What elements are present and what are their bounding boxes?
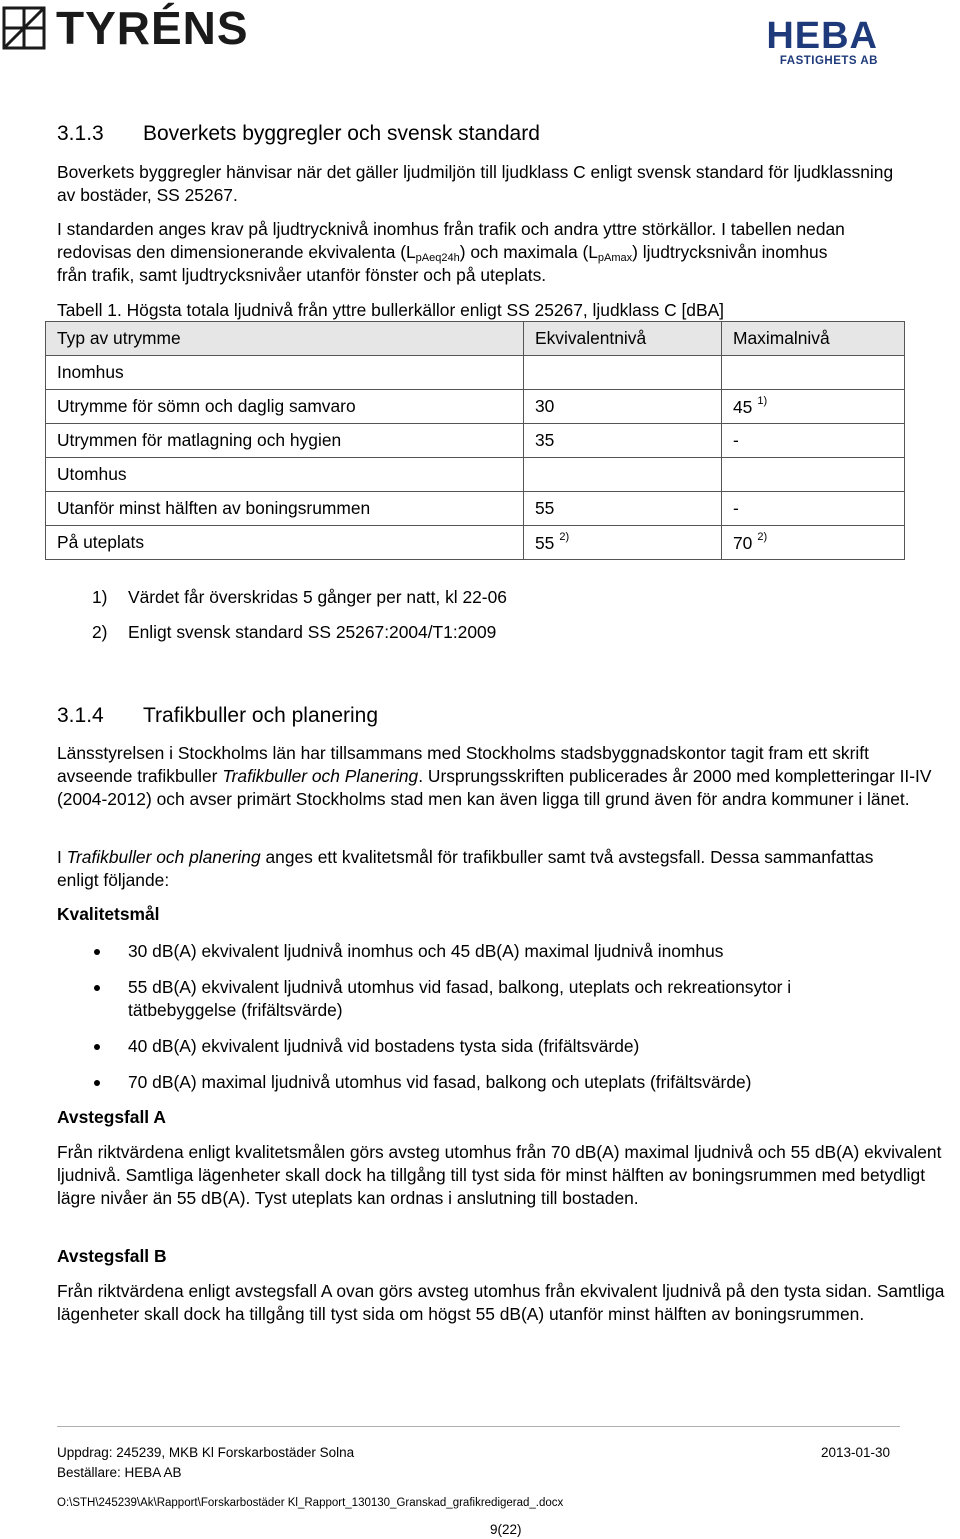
paragraph-avstegsfall-a: Från riktvärdena enligt kvalitetsmålen görs avsteg utomhus från 70 dB(A) maximal ljudnivå och 55 dB(A) ekvivalent ljudnivå. Samtliga lägenheter skall dock ha tillgång till tyst sida för minst hälften av boningsrummen med betydligt lägre nivåer än 55 dB(A). Tyst uteplats kan ordnas i anslutning till bostaden.: [57, 1142, 942, 1208]
heading-kvalitetsmal: Kvalitetsmål: [57, 904, 160, 924]
noise-level-table: [45, 321, 905, 560]
table-cell: Utomhus: [46, 458, 524, 492]
heading-avstegsfall-a: Avstegsfall A: [57, 1107, 166, 1127]
list-item-text: 30 dB(A) ekvivalent ljudnivå inomhus och 45 dB(A) maximal ljudnivå inomhus: [128, 941, 724, 961]
table-cell: [722, 458, 905, 492]
text-run: ) och maximala (L: [459, 242, 598, 262]
list-item: [57, 1071, 897, 1094]
text-run: anges ett kvalitetsmål för trafikbuller samt två avstegsfall. Dessa sammanfattas enligt följande:: [57, 847, 874, 890]
footnote-text: Värdet får överskridas 5 gånger per natt, kl 22-06: [128, 587, 507, 607]
italic-title: Trafikbuller och Planering: [222, 766, 419, 786]
table-row: [46, 424, 905, 458]
paragraph-lansstyrelsen: [57, 742, 947, 811]
bullet-icon: [94, 985, 100, 991]
italic-title: Trafikbuller och planering: [66, 847, 261, 867]
heba-logo: [766, 15, 878, 68]
table-header-cell: Ekvivalentnivå: [524, 322, 722, 356]
tyrens-logo-mark-icon: [2, 6, 46, 50]
subscript: pAmax: [597, 252, 633, 264]
cell-value: 45: [733, 397, 753, 417]
table-cell: [524, 492, 722, 526]
table-cell: Utanför minst hälften av boningsrummen: [46, 492, 524, 526]
table-cell: [722, 526, 905, 560]
footer-page-number: 9(22): [490, 1522, 522, 1537]
cell-value: 55: [535, 533, 555, 553]
table-cell: [524, 356, 722, 390]
table-header-cell: Typ av utrymme: [46, 322, 524, 356]
cell-value: 35: [535, 430, 555, 450]
table-row: [46, 458, 905, 492]
text-run: . Ursprungsskriften publicerades år 2000 med kompletteringar II-IV (2004-2012) och avser primärt Stockholms stad men kan även ligga till grund även för andra kommuner i länet.: [57, 766, 932, 809]
footer-uppdrag: Uppdrag: 245239, MKB Kl Forskarbostäder Solna: [57, 1445, 355, 1460]
list-item: [57, 1035, 897, 1058]
footnote-number: 2): [92, 622, 108, 642]
cell-value: -: [733, 498, 739, 518]
bullet-icon: [94, 1080, 100, 1086]
table-footnote: [92, 586, 507, 609]
table-cell: [524, 526, 722, 560]
table-row: [46, 390, 905, 424]
footnote-marker: 2): [559, 531, 570, 543]
table-cell: [524, 390, 722, 424]
heading-avstegsfall-b: Avstegsfall B: [57, 1246, 167, 1266]
table-cell: Utrymmen för matlagning och hygien: [46, 424, 524, 458]
text-run: Länsstyrelsen i Stockholms län har tillsammans med Stockholms stadsbyggnadskontor tagit fram ett skrift avseende trafikbuller: [57, 743, 869, 786]
footer-bestallare: Beställare: HEBA AB: [57, 1465, 182, 1480]
cell-value: 30: [535, 396, 555, 416]
footnote-number: 1): [92, 587, 108, 607]
kvalitetsmal-list: [57, 940, 897, 1107]
paragraph-line: [57, 241, 960, 264]
table-cell: Inomhus: [46, 356, 524, 390]
table-cell: På uteplats: [46, 526, 524, 560]
bullet-icon: [94, 1044, 100, 1050]
footer-divider: [57, 1426, 900, 1427]
paragraph-boverket: Boverkets byggregler hänvisar när det gäller ljudmiljön till ljudklass C enligt svensk standard för ljudklassning av bostäder, SS 25267.: [57, 162, 894, 205]
section-number: 3.1.3: [57, 122, 104, 145]
paragraph-avstegsfall-b: Från riktvärdena enligt avstegsfall A ovan görs avsteg utomhus från ekvivalent ljudnivå på den tysta sidan. Samtliga lägenheter skall dock ha tillgång till tyst sida om högst 55 dB(A) utanför minst hälften av boningsrummen.: [57, 1281, 945, 1324]
table-cell: [722, 356, 905, 390]
subscript: pAeq24h: [415, 252, 460, 264]
heba-logo-main: HEBA: [766, 15, 878, 57]
bullet-icon: [94, 949, 100, 955]
list-item-text: 55 dB(A) ekvivalent ljudnivå utomhus vid fasad, balkong, uteplats och rekreationsytor i tätbebyggelse (frifältsvärde): [128, 977, 792, 1020]
section-title: Trafikbuller och planering: [143, 704, 379, 727]
section-heading-313: [57, 121, 540, 147]
table-cell: [722, 424, 905, 458]
tyrens-logo: [2, 4, 249, 52]
section-title: Boverkets byggregler och svensk standard: [143, 122, 540, 145]
table-header-cell: Maximalnivå: [722, 322, 905, 356]
list-item: [57, 976, 897, 1022]
cell-value: 70: [733, 533, 753, 553]
table-footnote: [92, 621, 496, 644]
table-row: [46, 492, 905, 526]
paragraph-line: från trafik, samt ljudtrycksnivåer utanför fönster och på uteplats.: [57, 265, 547, 285]
section-number: 3.1.4: [57, 704, 104, 727]
table-cell: [524, 424, 722, 458]
paragraph-standard: [57, 218, 960, 287]
table-row: [46, 526, 905, 560]
table-cell: [722, 390, 905, 424]
text-run: ) ljudtrycksnivån inomhus: [632, 242, 828, 262]
footer-date: 2013-01-30: [820, 1445, 890, 1460]
table-cell: [722, 492, 905, 526]
footnote-marker: 1): [757, 395, 768, 407]
table-row: [46, 356, 905, 390]
heba-logo-sub: FASTIGHETS AB: [779, 55, 878, 67]
list-item-text: 70 dB(A) maximal ljudnivå utomhus vid fasad, balkong och uteplats (frifältsvärde): [128, 1072, 752, 1092]
cell-value: -: [733, 430, 739, 450]
tyrens-logo-text: TYRÉNS: [56, 2, 249, 54]
paragraph-trafikbuller: [57, 846, 877, 892]
footer-file-path: O:\STH\245239\Ak\Rapport\Forskarbostäder Kl_Rapport_130130_Granskad_grafikredigerad_.docx: [57, 1497, 564, 1509]
table-header-row: [46, 322, 905, 356]
paragraph-line: I standarden anges krav på ljudtrycknivå inomhus från trafik och andra yttre störkällor. I tabellen nedan: [57, 219, 845, 239]
list-item: [57, 940, 897, 963]
table-cell: Utrymme för sömn och daglig samvaro: [46, 390, 524, 424]
table-cell: [524, 458, 722, 492]
footnote-marker: 2): [757, 531, 768, 543]
table-caption: Tabell 1. Högsta totala ljudnivå från yttre bullerkällor enligt SS 25267, ljudklass C [dBA]: [57, 300, 724, 320]
cell-value: 55: [535, 498, 555, 518]
footnote-text: Enligt svensk standard SS 25267:2004/T1:2009: [128, 622, 497, 642]
section-heading-314: [57, 703, 378, 729]
text-run: I: [57, 847, 67, 867]
text-run: redovisas den dimensionerande ekvivalenta (L: [57, 242, 416, 262]
list-item-text: 40 dB(A) ekvivalent ljudnivå vid bostadens tysta sida (frifältsvärde): [128, 1036, 640, 1056]
